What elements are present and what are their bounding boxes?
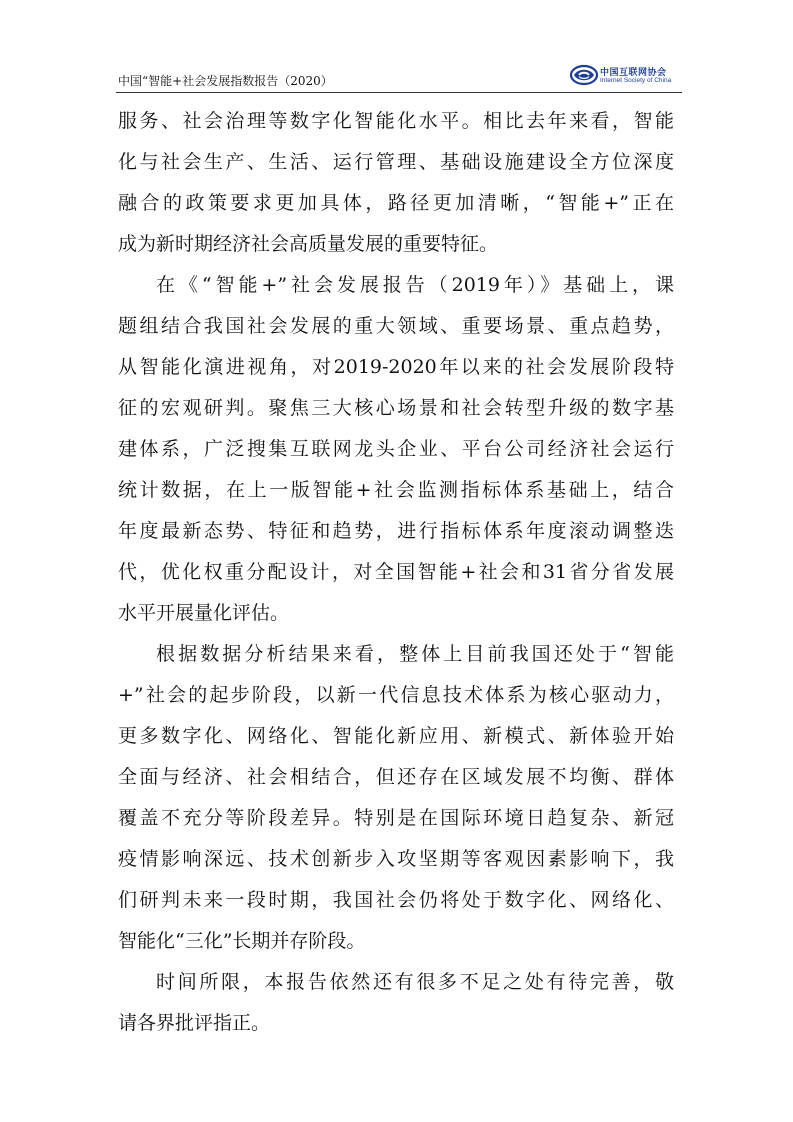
text-line: 智能化“三化”长期并存阶段。 bbox=[118, 930, 366, 952]
logo-name-en: Internet Society of China bbox=[600, 77, 672, 84]
header-divider bbox=[116, 92, 682, 93]
text-line: 化与社会生产、生活、运行管理、基础设施建设全方位深度 bbox=[118, 151, 674, 173]
text-line: 在《“智能+”社会发展报告（2019年）》基础上，课 bbox=[156, 274, 674, 296]
paragraph-2 bbox=[118, 265, 674, 634]
text-line: 更多数字化、网络化、智能化新应用、新模式、新体验开始 bbox=[118, 725, 674, 747]
paragraph-3 bbox=[118, 634, 674, 962]
logo-name-cn: 中国互联网协会 bbox=[600, 68, 667, 78]
text-line: 建体系，广泛搜集互联网龙头企业、平台公司经济社会运行 bbox=[118, 438, 674, 460]
text-line: 从智能化演进视角，对2019-2020年以来的社会发展阶段特 bbox=[118, 356, 674, 378]
organization-logo bbox=[570, 62, 682, 88]
text-line: +”社会的起步阶段，以新一代信息技术体系为核心驱动力， bbox=[118, 684, 674, 706]
text-line: 覆盖不充分等阶段差异。特别是在国际环境日趋复杂、新冠 bbox=[118, 807, 674, 829]
text-line: 融合的政策要求更加具体，路径更加清晰，“智能+”正在 bbox=[118, 192, 674, 214]
paragraph-1 bbox=[118, 101, 674, 265]
text-line: 疫情影响深远、技术创新步入攻坚期等客观因素影响下，我 bbox=[118, 848, 674, 870]
running-header-title: 中国“智能+社会发展指数报告（2020） bbox=[118, 74, 333, 88]
text-line: 请各界批评指正。 bbox=[118, 1012, 271, 1034]
text-line: 成为新时期经济社会高质量发展的重要特征。 bbox=[118, 233, 499, 255]
text-line: 代，优化权重分配设计，对全国智能+社会和31省分省发展 bbox=[118, 561, 674, 583]
isc-logo-icon bbox=[570, 64, 598, 86]
text-line: 年度最新态势、特征和趋势，进行指标体系年度滚动调整迭 bbox=[118, 520, 674, 542]
text-line: 水平开展量化评估。 bbox=[118, 602, 290, 624]
text-line: 题组结合我国社会发展的重大领域、重要场景、重点趋势， bbox=[118, 315, 674, 337]
text-line: 们研判未来一段时期，我国社会仍将处于数字化、网络化、 bbox=[118, 889, 674, 911]
text-line: 根据数据分析结果来看，整体上目前我国还处于“智能 bbox=[156, 643, 674, 665]
body-text bbox=[118, 101, 674, 1044]
text-line: 全面与经济、社会相结合，但还存在区域发展不均衡、群体 bbox=[118, 766, 674, 788]
text-line: 征的宏观研判。聚焦三大核心场景和社会转型升级的数字基 bbox=[118, 397, 674, 419]
paragraph-4 bbox=[118, 962, 674, 1044]
text-line: 时间所限，本报告依然还有很多不足之处有待完善，敬 bbox=[156, 971, 674, 993]
text-line: 服务、社会治理等数字化智能化水平。相比去年来看，智能 bbox=[118, 110, 674, 132]
text-line: 统计数据，在上一版智能+社会监测指标体系基础上，结合 bbox=[118, 479, 674, 501]
